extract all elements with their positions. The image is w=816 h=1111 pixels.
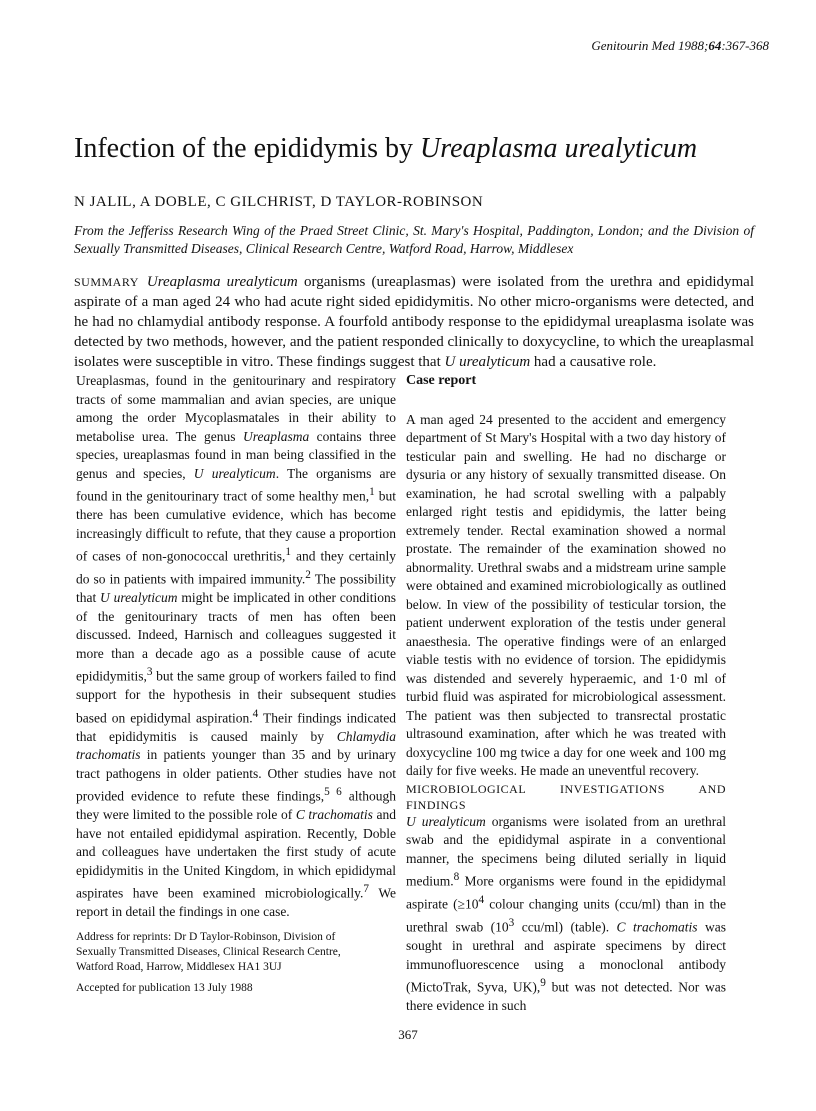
journal-pages: :367-368 (721, 38, 769, 53)
intro-text: contains three species, ureaplasmas found in man being classified in the genus and species, (76, 428, 396, 481)
intro-species: U urealyticum (100, 590, 178, 605)
case-report-text: A man aged 24 presented to the accident and emergency department of St Mary's Hospital with a two day history of testicular pain and swelling. He had no discharge or dysuria or any history of sexually transmitted disease. On examination, he had scrotal swelling with a palpably enlarged right testis and epididymis, the latter being extremely tender. Rectal examination showed a normal prostate. The remainder of the examination showed no abnormality. Urethral swabs and a midstream urine sample were obtained and examined microbiologically as outlined below. In view of the possibility of testicular torsion, the patient underwent exploration of the testis under general anaesthesia. The operative findings were of an enlarged viable testis with no evidence of torsion. The epididymis was distended and severely hyperaemic, and 1·0 ml of turbid fluid was aspirated for microbiological assessment. The patient was then subjected to transrectal prostatic ultrasound examination, after which he was treated with doxycycline 100 mg twice a day for one week and 100 mg daily for five weeks. He made an uneventful recovery. (406, 411, 726, 778)
reference-marker: 5 6 (324, 786, 342, 798)
journal-volume: 64 (708, 38, 722, 53)
micro-text: but was not detected. Nor was there evidence in such (406, 979, 726, 1013)
intro-text: but the same group of workers failed to find support for the hypothesis in their subsequent studies based on epididymal aspiration. (76, 668, 396, 725)
intro-text: and have not entailed epididymal aspiration. Recently, Doble and colleagues have undertaken the first study of acute epididymitis in the United Kingdom, in which epididymal aspirates have been examined microbiologically. (76, 807, 396, 901)
right-column (406, 372, 726, 1016)
micro-text: ccu/ml) (table). (514, 919, 617, 935)
intro-organism: C trachomatis (295, 807, 373, 822)
intro-text: although they were limited to the possible role of (76, 788, 396, 822)
summary-label: SUMMARY (74, 275, 139, 289)
article-title (74, 133, 774, 165)
journal-name: Genitourin Med (591, 38, 675, 53)
left-column (76, 372, 396, 922)
affiliation: From the Jefferiss Research Wing of the Praed Street Clinic, St. Mary's Hospital, Paddington, London; and the Division of Sexually Transmitted Diseases, Clinical Research Centre, Watford Road, Harrow, Middlesex (74, 223, 754, 256)
summary-text-2: had a causative role. (530, 354, 657, 370)
micro-heading: MICROBIOLOGICAL INVESTIGATIONS AND FINDINGS (406, 781, 726, 812)
reference-marker: 3 (146, 666, 153, 678)
page-number: 367 (398, 1027, 418, 1042)
micro-organism: C trachomatis (616, 919, 698, 935)
accepted-date: Accepted for publication 13 July 1988 (76, 982, 253, 994)
intro-species: U urealyticum (193, 465, 276, 481)
intro-paragraph (76, 372, 396, 922)
micro-species: U urealyticum (406, 813, 486, 829)
micro-text: was sought in urethral and aspirate specimens by direct immunofluorescence using a monoclonal antibody (MictoTrak, Syva, UK), (406, 919, 726, 995)
summary-species: U urealyticum (444, 354, 531, 370)
exponent: 3 (508, 917, 515, 929)
intro-text: We report in detail the findings in one case. (76, 885, 396, 919)
micro-text: More organisms were found in the epididymal aspirate (≥10 (406, 873, 726, 912)
intro-text: Ureaplasmas, found in the genitourinary and respiratory tracts of some mammalian and avian species, are unique among the order Mycoplasmatales in their ability to metabolise urea. The genus (76, 373, 396, 444)
title-organism: Ureaplasma urealyticum (420, 133, 698, 164)
intro-text: The possibility that (76, 571, 396, 605)
reprint-address: Address for reprints: Dr D Taylor-Robinson, Division of Sexually Transmitted Diseases, Clinical Research Centre, Watford Road, Harrow, Middlesex HA1 3UJ (76, 931, 341, 973)
title-main: Infection of the epididymis by (74, 133, 421, 164)
journal-reference (591, 38, 769, 54)
exponent: 4 (478, 894, 485, 906)
intro-genus: Ureaplasma (242, 428, 310, 444)
summary-organism: Ureaplasma urealyticum (146, 274, 298, 290)
intro-text: Their findings indicated that epididymitis is caused mainly by (76, 710, 396, 744)
authors: N JALIL, A DOBLE, C GILCHRIST, D TAYLOR-ROBINSON (74, 194, 484, 210)
reference-marker: 1 (369, 486, 375, 498)
reference-marker: 4 (252, 707, 259, 720)
intro-organism: Chlamydia trachomatis (76, 728, 396, 762)
reference-marker: 9 (540, 977, 546, 989)
intro-text: but there has been cumulative evidence, which has become increasingly difficult to refute, that they cause a proportion of cases of non-gonococcal urethritis, (76, 488, 396, 564)
case-report-heading: Case report (406, 373, 477, 388)
reference-marker: 7 (363, 883, 370, 895)
journal-year: 1988; (677, 38, 709, 53)
summary-text-1: organisms (ureaplasmas) were isolated from the urethra and epididymal aspirate of a man aged 24 who had acute right sided epididymitis. No other micro-organisms were detected, and he had no chlamydial antibody response. A fourfold antibody response to the epididymal ureaplasma isolate was detected by two methods, however, and the patient responded clinically to doxycycline, to which the ureaplasmal isolates were susceptible in vitro. These findings suggest that (74, 274, 754, 370)
intro-text: might be implicated in other conditions of the genitourinary tracts of men has often been discussed. Indeed, Harnisch and colleagues suggested it more than a decade ago as a possible cause of acute epididymitis, (76, 590, 396, 684)
micro-paragraph (406, 813, 726, 1016)
micro-text: organisms were isolated from an urethral swab and the epididymal aspirate in a conventional manner, the specimens being diluted serially in liquid medium. (406, 813, 727, 889)
reference-marker: 1 (285, 546, 291, 558)
summary (74, 272, 754, 372)
reference-marker: 8 (453, 871, 460, 883)
intro-text: in patients younger than 35 and by urinary tract pathogens in older patients. Other studies have not provided evidence to refute these findings, (76, 747, 396, 804)
intro-text: . The organisms are found in the genitourinary tract of some healthy men, (76, 465, 396, 504)
reference-marker: 2 (305, 569, 311, 581)
micro-text: colour changing units (ccu/ml) than in the urethral swab (10 (406, 896, 726, 935)
intro-text: and they certainly do so in patients with impaired immunity. (76, 548, 396, 587)
